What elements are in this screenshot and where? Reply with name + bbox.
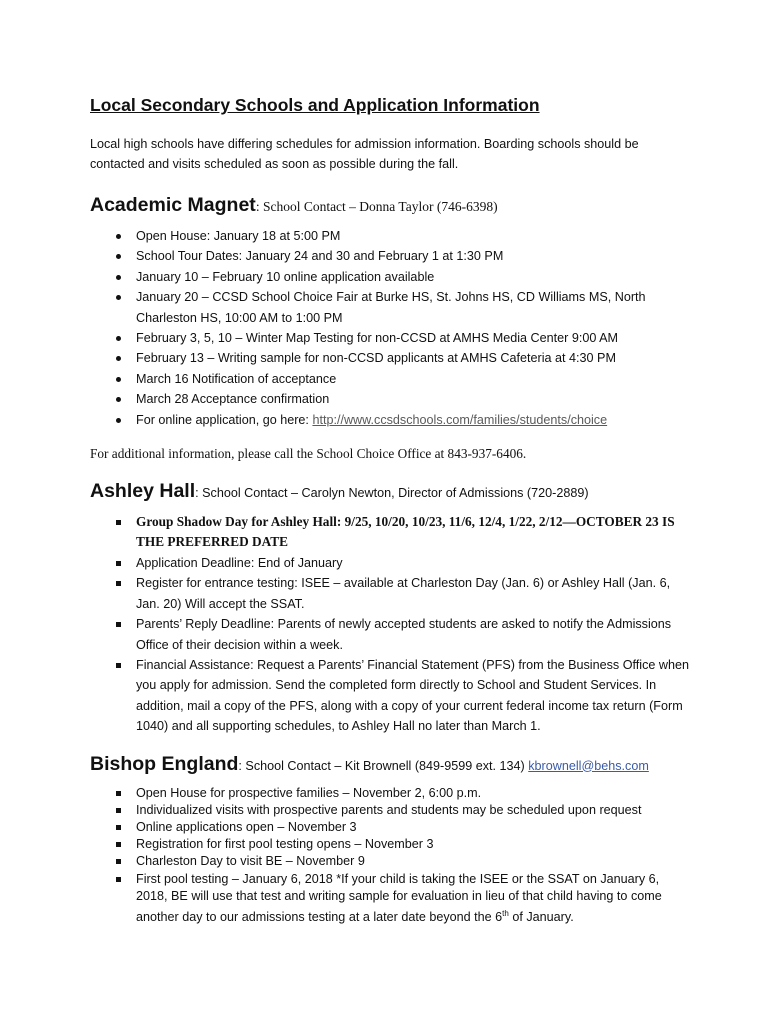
section-header-ashley-hall — [90, 478, 690, 506]
additional-info: For additional information, please call the School Choice Office at 843-937-6406. — [90, 446, 527, 462]
choice-link[interactable]: http://www.ccsdschools.com/families/students/choice — [312, 412, 608, 427]
list-item: Parents’ Reply Deadline: Parents of newly accepted students are asked to notify the Admissions Office of their decision within a week. — [90, 614, 690, 655]
first-pool-text: First pool testing – January 6, 2018 *If your child is taking the ISEE or the SSAT on January 6, 2018, BE will use that test and writing sample for evaluation in lieu of that child having to come another day to our admissions testing at a later date beyond the 6 — [136, 871, 662, 925]
list-item: Charleston Day to visit BE – November 9 — [90, 853, 690, 870]
list-item — [90, 410, 690, 430]
school-contact: : School Contact – Carolyn Newton, Director of Admissions (720-2889) — [195, 486, 589, 501]
list-item: Open House: January 18 at 5:00 PM — [90, 226, 690, 246]
school-contact: : School Contact – Donna Taylor (746-6398) — [255, 199, 498, 214]
list-item: Open House for prospective families – November 2, 6:00 p.m. — [90, 785, 690, 802]
list-item: Application Deadline: End of January — [90, 553, 690, 573]
ordinal-suffix: th — [502, 908, 509, 918]
list-item: Register for entrance testing: ISEE – available at Charleston Day (Jan. 6) or Ashley Hall (Jan. 6, Jan. 20) Will accept the SSAT. — [90, 573, 690, 614]
school-name: Ashley Hall — [90, 480, 196, 503]
list-item: March 28 Acceptance confirmation — [90, 389, 690, 409]
list-item — [90, 871, 690, 927]
school-name: Bishop England — [90, 752, 239, 775]
list-item: March 16 Notification of acceptance — [90, 369, 690, 389]
list-item: Registration for first pool testing opens – November 3 — [90, 836, 690, 853]
bishop-england-list — [90, 785, 690, 927]
school-name: Academic Magnet — [90, 194, 256, 216]
online-label: For online application, go here: — [136, 412, 313, 427]
list-item: Online applications open – November 3 — [90, 819, 690, 836]
list-item: January 10 – February 10 online application available — [90, 267, 690, 287]
list-item — [90, 512, 690, 553]
section-header-bishop-england — [90, 751, 690, 779]
list-item: February 13 – Writing sample for non-CCSD applicants at AMHS Cafeteria at 4:30 PM — [90, 348, 690, 368]
academic-magnet-list — [90, 226, 690, 430]
school-contact: : School Contact – Kit Brownell (849-9599 ext. 134) — [238, 758, 529, 773]
shadow-day-text: Group Shadow Day for Ashley Hall: 9/25, 10/20, 10/23, 11/6, 12/4, 1/22, 2/12—OCTOBER 23 IS THE PREFERRED DATE — [136, 514, 675, 550]
list-item: February 3, 5, 10 – Winter Map Testing for non-CCSD at AMHS Media Center 9:00 AM — [90, 328, 690, 348]
section-header-academic-magnet — [90, 192, 690, 220]
page-title: Local Secondary Schools and Application Information — [90, 95, 540, 115]
list-item: Individualized visits with prospective parents and students may be scheduled upon request — [90, 802, 690, 819]
list-item: January 20 – CCSD School Choice Fair at Burke HS, St. Johns HS, CD Williams MS, North Charleston HS, 10:00 AM to 1:00 PM — [90, 287, 690, 328]
email-link[interactable]: kbrownell@behs.com — [528, 758, 649, 773]
first-pool-text-end: of January. — [508, 910, 574, 925]
list-item: School Tour Dates: January 24 and 30 and February 1 at 1:30 PM — [90, 246, 690, 266]
ashley-hall-list — [90, 512, 690, 736]
intro-paragraph: Local high schools have differing schedules for admission information. Boarding schools should be contacted and visits scheduled as soon as possible during the fall. — [90, 137, 639, 171]
list-item: Financial Assistance: Request a Parents’ Financial Statement (PFS) from the Business Office when you apply for admission. Send the completed form directly to School and Student Services. In addition, mail a copy of the PFS, along with a copy of your current federal income tax return (Form 1040) and all supporting schedules, to Ashley Hall no later than March 1. — [90, 655, 690, 737]
document-page — [90, 94, 690, 926]
